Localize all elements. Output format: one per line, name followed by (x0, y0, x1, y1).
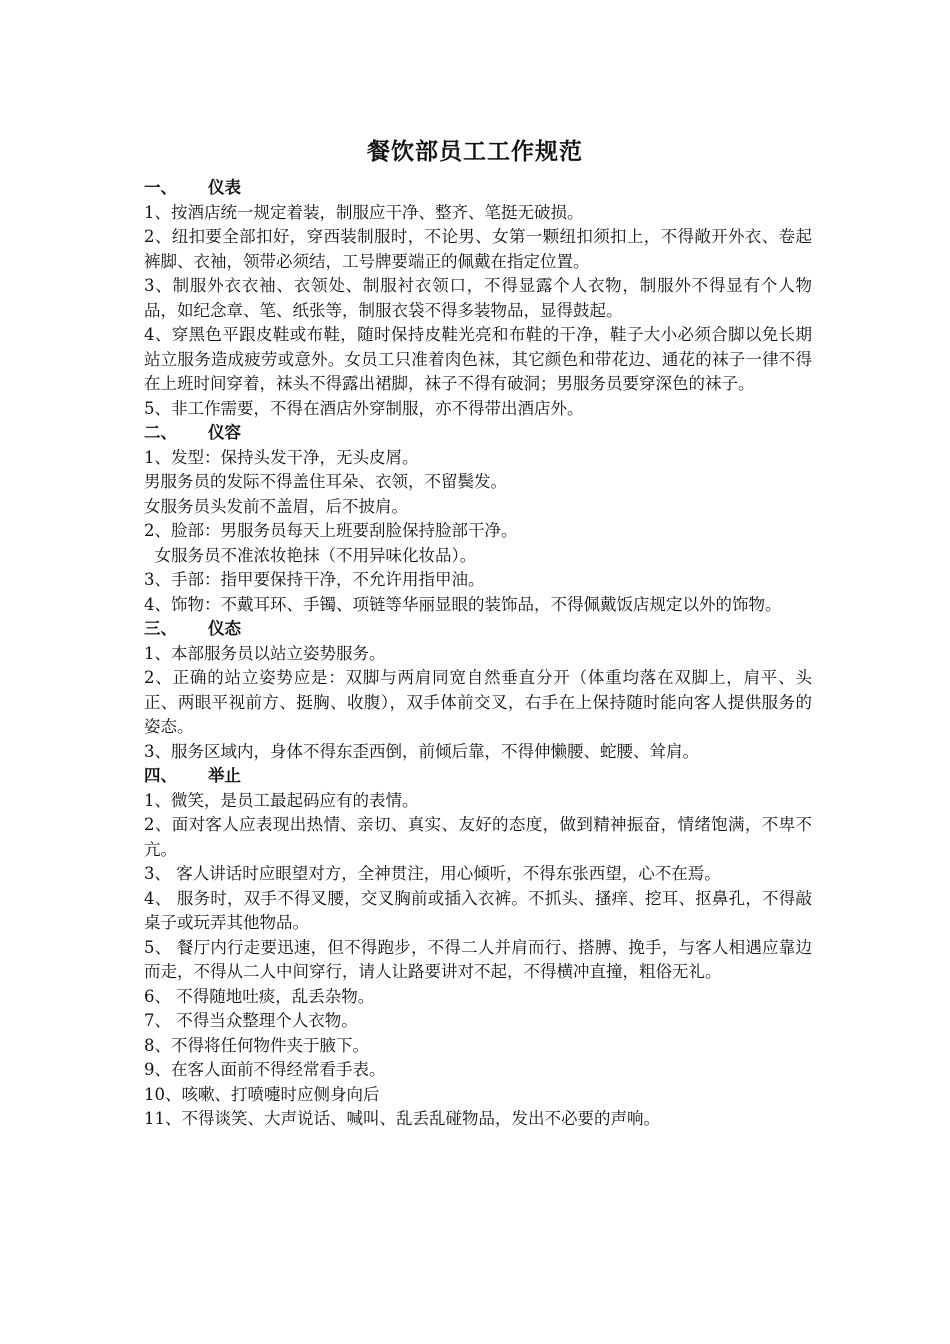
paragraph: 4、穿黑色平跟皮鞋或布鞋，随时保持皮鞋光亮和布鞋的干净，鞋子大小必须合脚以免长期站立服务造成疲劳或意外。女员工只准着肉色袜，其它颜色和带花边、通花的袜子一律不得在上班时间穿着，袜头不得露出裙脚，袜子不得有破洞；男服务员要穿深色的袜子。 (144, 325, 812, 393)
paragraph: 11、不得谈笑、大声说话、喊叫、乱丢乱碰物品，发出不必要的声响。 (144, 1109, 660, 1128)
paragraph: 3、制服外衣衣袖、衣领处、制服衬衣领口，不得显露个人衣物，制服外不得显有个人物品，如纪念章、笔、纸张等，制服衣袋不得多装物品，显得鼓起。 (144, 276, 812, 320)
paragraph: 4、饰物：不戴耳环、手镯、项链等华丽显眼的装饰品，不得佩戴饭店规定以外的饰物。 (144, 594, 782, 614)
section-heading-text: 仪容 (208, 423, 241, 442)
document-body (144, 176, 812, 1132)
section-number: 三、 (144, 619, 177, 638)
paragraph: 2、脸部：男服务员每天上班要刮脸保持脸部干净。 (144, 521, 518, 540)
section-heading (144, 617, 812, 642)
paragraph: 3、 客人讲话时应眼望对方，全神贯注，用心倾听，不得东张西望，心不在焉。 (144, 864, 721, 883)
section-number: 二、 (144, 423, 177, 442)
paragraph: 6、 不得随地吐痰，乱丢杂物。 (144, 986, 375, 1006)
paragraph: 女服务员不准浓妆艳抹（不用异味化妆品）。 (144, 545, 477, 565)
section-number: 一、 (144, 178, 177, 197)
paragraph: 5、 餐厅内行走要迅速，但不得跑步，不得二人并肩而行、搭膊、挽手，与客人相遇应靠边而走，不得从二人中间穿行，请人让路要讲对不起，不得横冲直撞，粗俗无礼。 (144, 937, 812, 981)
section-heading-text: 仪态 (208, 619, 241, 638)
section-heading-text: 仪表 (208, 178, 241, 197)
paragraph: 2、纽扣要全部扣好，穿西装制服时，不论男、女第一颗纽扣须扣上，不得敞开外衣、卷起裤脚、衣袖，领带必须结，工号牌要端正的佩戴在指定位置。 (144, 227, 812, 271)
section-heading (144, 421, 812, 446)
section-number: 四、 (144, 766, 177, 785)
paragraph: 2、面对客人应表现出热情、亲切、真实、友好的态度，做到精神振奋，情绪饱满，不卑不亢。 (144, 815, 812, 859)
paragraph: 男服务员的发际不得盖住耳朵、衣领，不留鬓发。 (144, 472, 507, 491)
section-heading (144, 176, 812, 201)
paragraph: 8、不得将任何物件夹于腋下。 (144, 1035, 369, 1055)
section-heading (144, 764, 812, 789)
section-heading-text: 举止 (208, 766, 241, 785)
paragraph: 9、在客人面前不得经常看手表。 (144, 1060, 386, 1079)
paragraph: 女服务员头发前不盖眉，后不披肩。 (144, 496, 408, 516)
paragraph: 2、正确的站立姿势应是：双脚与两肩同宽自然垂直分开（体重均落在双脚上，肩平、头正、两眼平视前方、挺胸、收腹），双手体前交叉，右手在上保持随时能向客人提供服务的姿态。 (144, 668, 812, 736)
paragraph: 1、微笑，是员工最起码应有的表情。 (144, 790, 419, 810)
paragraph: 4、 服务时，双手不得叉腰，交叉胸前或插入衣裤。不抓头、搔痒、挖耳、抠鼻孔，不得敲桌子或玩弄其他物品。 (144, 888, 812, 932)
paragraph: 3、手部：指甲要保持干净，不允许用指甲油。 (144, 570, 485, 589)
paragraph: 7、 不得当众整理个人衣物。 (144, 1011, 358, 1030)
paragraph: 10、咳嗽、打喷嚏时应侧身向后 (144, 1084, 380, 1104)
paragraph: 5、非工作需要，不得在酒店外穿制服，亦不得带出酒店外。 (144, 398, 584, 418)
paragraph: 1、发型：保持头发干净，无头皮屑。 (144, 447, 419, 467)
paragraph: 1、按酒店统一规定着装，制服应干净、整齐、笔挺无破损。 (144, 202, 584, 222)
paragraph: 3、服务区域内，身体不得东歪西倒，前倾后靠，不得伸懒腰、蛇腰、耸肩。 (144, 741, 699, 761)
document-title: 餐饮部员工工作规范 (367, 138, 583, 165)
paragraph: 1、本部服务员以站立姿势服务。 (144, 643, 386, 663)
